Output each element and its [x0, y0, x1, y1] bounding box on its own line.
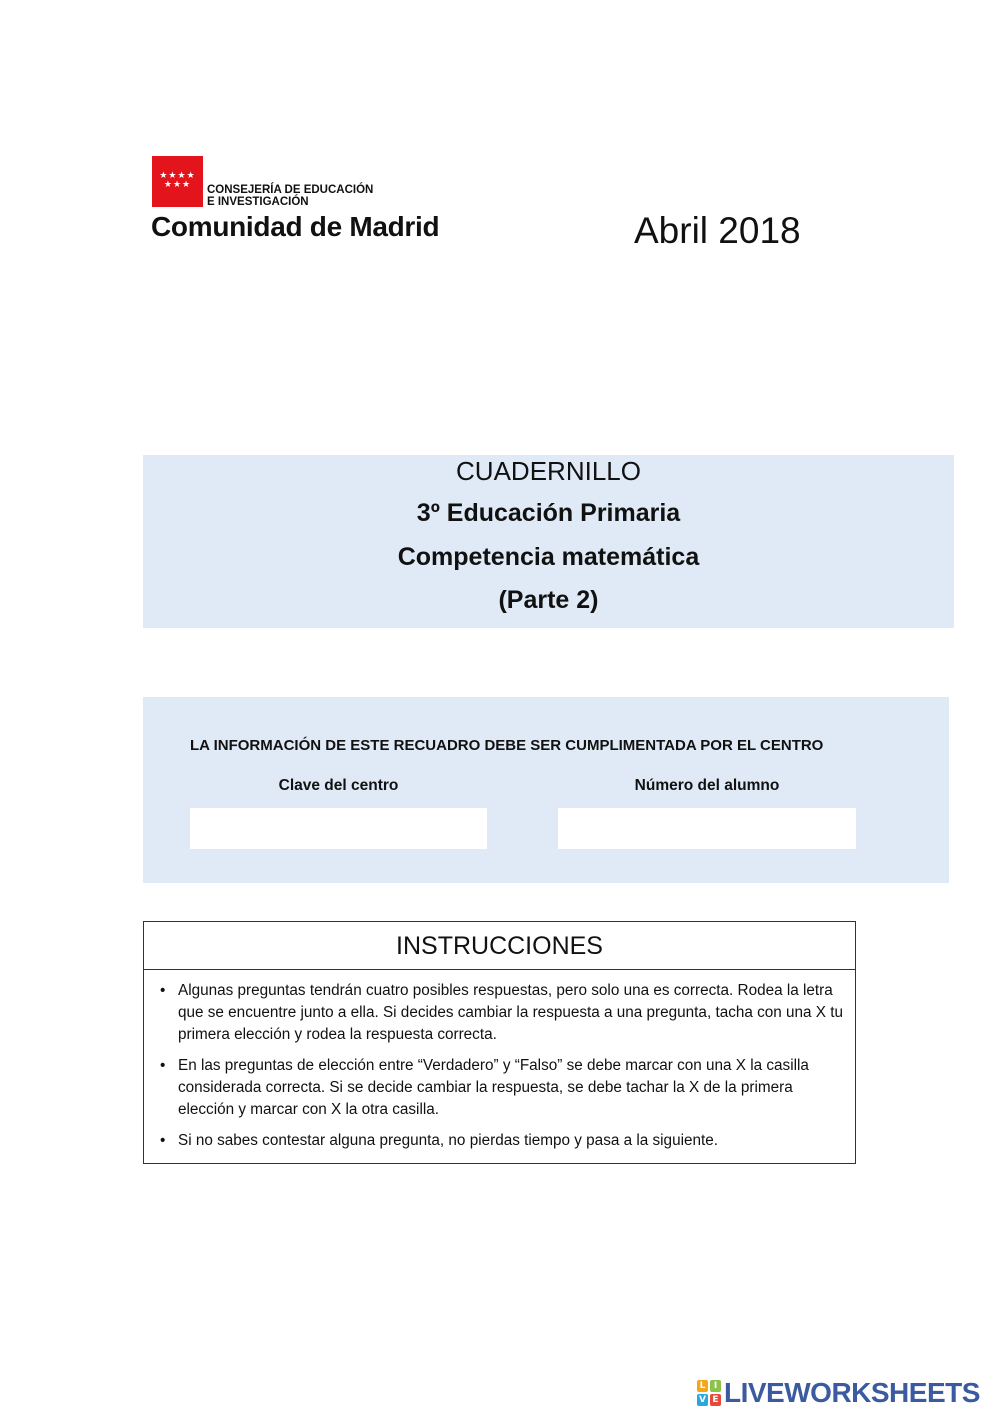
- title-part: (Parte 2): [498, 586, 599, 614]
- logo-letter-e: E: [710, 1394, 721, 1406]
- madrid-flag-logo: [152, 156, 203, 207]
- liveworksheets-text: LIVEWORKSHEETS: [724, 1377, 980, 1408]
- instructions-list: [144, 970, 855, 1152]
- title-cuadernillo: CUADERNILLO: [456, 456, 641, 486]
- consejeria-line-2: E INVESTIGACIÓN: [207, 196, 309, 208]
- instructions-box: [143, 921, 856, 1164]
- logo-letter-i: I: [710, 1380, 721, 1392]
- logo-letter-l: L: [697, 1380, 708, 1392]
- title-panel: [143, 455, 954, 628]
- consejeria-line-1: CONSEJERÍA DE EDUCACIÓN: [207, 184, 374, 196]
- info-heading: LA INFORMACIÓN DE ESTE RECUADRO DEBE SER CUMPLIMENTADA POR EL CENTRO: [190, 737, 824, 754]
- comunidad-title: Comunidad de Madrid: [151, 211, 440, 242]
- liveworksheets-logo-icon: [697, 1380, 721, 1406]
- logo-letter-v: V: [697, 1394, 708, 1406]
- numero-alumno-label: Número del alumno: [634, 777, 780, 794]
- instruction-item: • Si no sabes contestar alguna pregunta, no pierdas tiempo y pasa a la siguiente.: [144, 1130, 855, 1152]
- title-subject: Competencia matemática: [397, 543, 700, 571]
- numero-alumno-field[interactable]: [558, 808, 856, 849]
- instruction-item: • Algunas preguntas tendrán cuatro posibles respuestas, pero solo una es correcta. Rodea la letra que se encuentre junto a ella. Si decides cambiar la respuesta a una pregunta, tacha con una X tu primera elección y rodea la respuesta correcta.: [144, 980, 855, 1046]
- consejeria-label: [207, 184, 373, 208]
- instruction-item: • En las preguntas de elección entre “Verdadero” y “Falso” se debe marcar con una X la casilla considerada correcta. Si se decide cambiar la respuesta, se debe tachar la X de la primera elección y marcar con X la otra casilla.: [144, 1055, 855, 1121]
- liveworksheets-watermark: [697, 1377, 980, 1409]
- flag-stars-icon: ★★★★ ★★★: [159, 171, 196, 190]
- title-course: 3º Educación Primaria: [416, 499, 681, 527]
- exam-date: Abril 2018: [634, 210, 801, 251]
- instructions-title: INSTRUCCIONES: [144, 922, 855, 970]
- clave-centro-field[interactable]: [190, 808, 487, 849]
- clave-centro-label: Clave del centro: [278, 777, 399, 794]
